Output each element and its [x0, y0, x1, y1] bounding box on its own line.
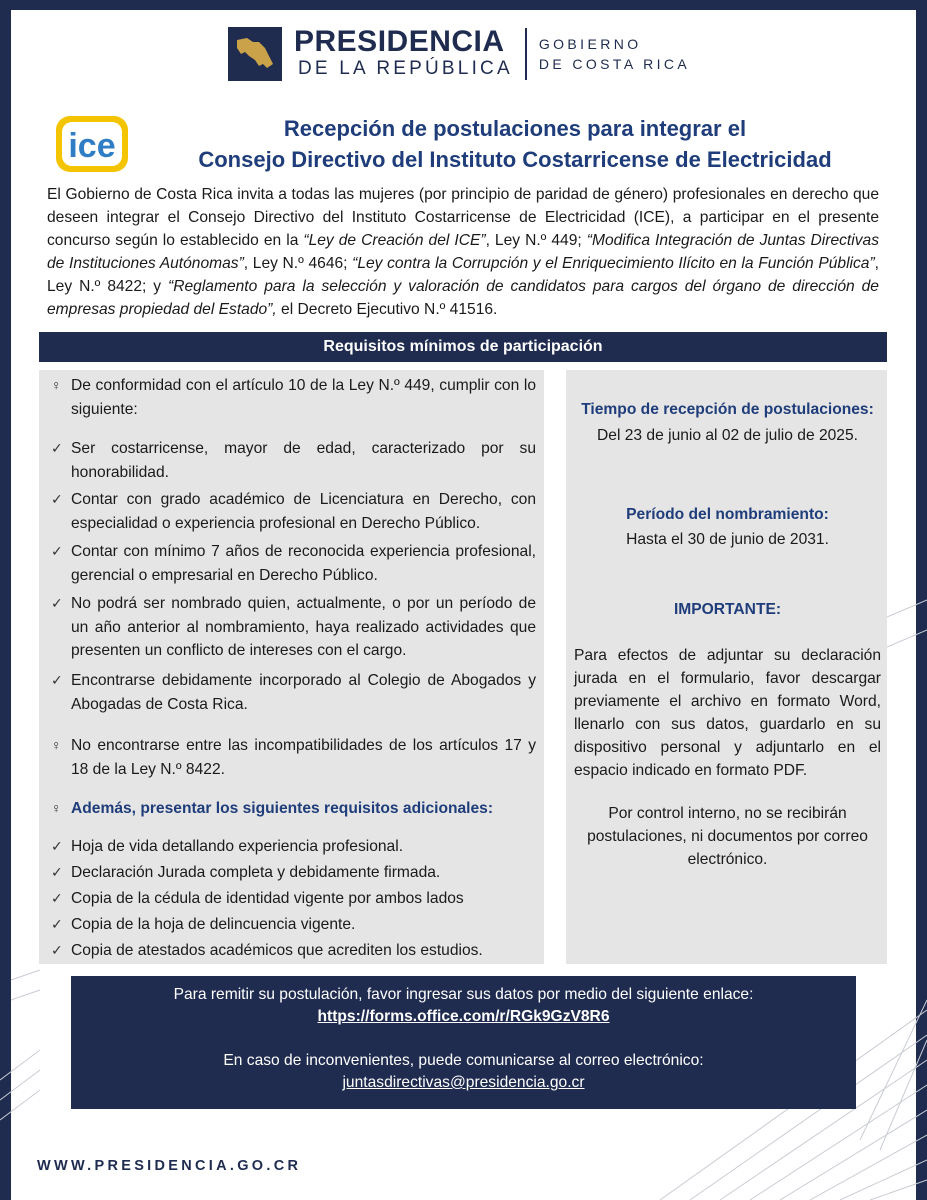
check-icon: ✓	[51, 440, 63, 456]
forms-link[interactable]: https://forms.office.com/r/RGk9GzV8R6	[317, 1008, 610, 1025]
presidencia-header	[228, 26, 690, 82]
check-icon: ✓	[51, 916, 63, 932]
frame-top	[0, 0, 927, 10]
gobierno-line: GOBIERNO	[538, 36, 642, 52]
title-line-1: Recepción de postulaciones para integrar el	[283, 116, 747, 141]
intro-text-3: , Ley N.º 4646;	[243, 255, 353, 272]
check-icon: ✓	[51, 672, 63, 688]
page-title	[170, 113, 860, 175]
requirements-heading: Requisitos mínimos de participación	[39, 332, 887, 362]
header-divider	[525, 28, 527, 80]
costa-rica-map-icon	[228, 27, 282, 81]
requirement-item: ✓ Copia de la hoja de delincuencia vigente.	[51, 913, 536, 937]
period-value: Hasta el 30 de junio de 2031.	[626, 531, 829, 548]
requirement-item: ✓ Copia de la cédula de identidad vigente por ambos lados	[51, 887, 536, 911]
requirement-item: ✓ No podrá ser nombrado quien, actualmente, o por un período de un año anterior al nombramiento, haya realizado actividades que presenten un conflicto de intereses con el cargo.	[51, 592, 536, 663]
intro-text-5: el Decreto Ejecutivo N.º 41516.	[276, 301, 498, 318]
requirement-item: ✓ Contar con grado académico de Licenciatura en Derecho, con especialidad o experiencia profesional en Derecho Público.	[51, 488, 536, 535]
requirement-item: ✓ Ser costarricense, mayor de edad, caracterizado por su honorabilidad.	[51, 437, 536, 484]
presidencia-subtitle: DE LA REPÚBLICA	[298, 58, 513, 79]
requirement-item: ♀ No encontrarse entre las incompatibilidades de los artículos 17 y 18 de la Ley N.º 8422.	[51, 734, 536, 781]
ice-logo	[53, 113, 131, 175]
period-heading: Período del nombramiento:	[626, 506, 829, 523]
check-icon: ✓	[51, 890, 63, 906]
intro-paragraph	[47, 183, 879, 321]
requirement-item: ✓ Contar con mínimo 7 años de reconocida experiencia profesional, gerencial o empresarial en Derecho Público.	[51, 540, 536, 587]
intro-text-1: El Gobierno de Costa Rica invita a todas las mujeres (por principio de paridad de género) profesionales en derecho que deseen integrar el Consejo Directivo del Instituto Costarricense de Electricidad (ICE), a participar en el presente concurso según lo establecido en la	[47, 186, 879, 249]
intro-law-3: “Ley contra la Corrupción y el Enriquecimiento Ilícito en la Función Pública”	[352, 255, 875, 272]
check-icon: ✓	[51, 595, 63, 611]
contact-instructions: En caso de inconvenientes, puede comunicarse al correo electrónico:	[223, 1052, 704, 1069]
important-heading: IMPORTANTE:	[673, 601, 782, 618]
requirement-item: ♀ Además, presentar los siguientes requisitos adicionales:	[51, 797, 536, 821]
ice-logo-text: ice	[68, 127, 116, 165]
contact-email-link[interactable]: juntasdirectivas@presidencia.go.cr	[342, 1074, 585, 1091]
title-line-2: Consejo Directivo del Instituto Costarricense de Electricidad	[198, 147, 832, 172]
submit-instructions: Para remitir su postulación, favor ingresar sus datos por medio del siguiente enlace:	[173, 986, 754, 1003]
footer-website[interactable]: WWW.PRESIDENCIA.GO.CR	[37, 1158, 302, 1174]
check-icon: ✓	[51, 838, 63, 854]
costa-rica-line: DE COSTA RICA	[538, 56, 691, 72]
submission-box	[71, 976, 856, 1109]
intro-law-1: “Ley de Creación del ICE”	[303, 232, 486, 249]
requirement-item: ✓ Copia de atestados académicos que acrediten los estudios.	[51, 939, 536, 963]
bulb-bullet-icon: ♀	[51, 377, 62, 393]
intro-law-4: “Reglamento para la selección y valoración de candidatos para cargos del órgano de dirección de empresas propiedad del Estado”,	[47, 278, 879, 318]
bulb-bullet-icon: ♀	[51, 800, 62, 816]
requirement-item: ✓ Hoja de vida detallando experiencia profesional.	[51, 835, 536, 859]
control-note: Por control interno, no se recibirán postulaciones, ni documentos por correo electrónico.	[587, 805, 868, 868]
check-icon: ✓	[51, 491, 63, 507]
intro-text-2: , Ley N.º 449;	[485, 232, 587, 249]
check-icon: ✓	[51, 864, 63, 880]
frame-right	[916, 0, 927, 1200]
bulb-bullet-icon: ♀	[51, 737, 62, 753]
reception-heading: Tiempo de recepción de postulaciones:	[581, 401, 874, 418]
intro-law-2: “Modifica Integración de Juntas Directivas de Instituciones Autónomas”	[47, 232, 879, 272]
important-text: Para efectos de adjuntar su declaración jurada en el formulario, favor descargar previamente el archivo en formato Word, llenarlo con sus datos, guardarlo en su dispositivo personal y adjuntarlo en el espacio indicado en formato PDF.	[574, 647, 881, 779]
requirement-item: ✓ Encontrarse debidamente incorporado al Colegio de Abogados y Abogadas de Costa Rica.	[51, 669, 536, 716]
check-icon: ✓	[51, 942, 63, 958]
requirement-item: ♀ De conformidad con el artículo 10 de la Ley N.º 449, cumplir con lo siguiente:	[51, 374, 536, 421]
check-icon: ✓	[51, 543, 63, 559]
requirement-item: ✓ Declaración Jurada completa y debidamente firmada.	[51, 861, 536, 885]
presidencia-title: PRESIDENCIA	[294, 25, 505, 58]
intro-text-4: , Ley N.º 8422; y	[47, 255, 879, 295]
reception-dates: Del 23 de junio al 02 de julio de 2025.	[597, 427, 858, 444]
frame-left	[0, 0, 11, 1200]
